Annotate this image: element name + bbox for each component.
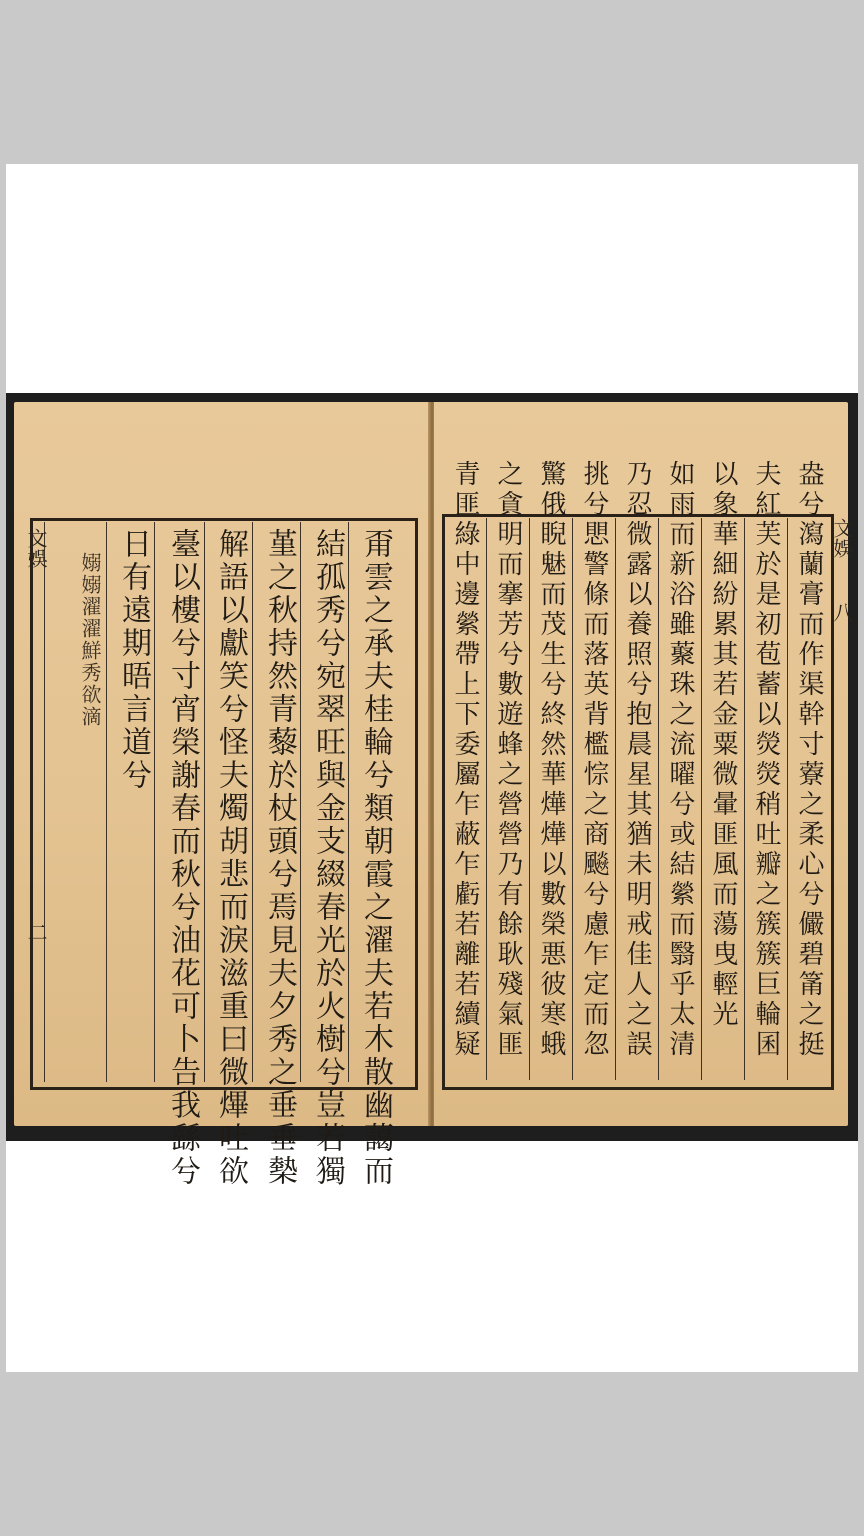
right-margin-page-number: 八	[830, 602, 854, 622]
right-page	[434, 402, 854, 1126]
column-rule	[572, 518, 573, 1080]
column-rule	[658, 518, 659, 1080]
right-text-column-7: 驚俄睨魅而茂生兮終然華燁燁以數榮悪彼寒蛾	[536, 460, 566, 1060]
right-text-column-6: 挑兮愳警條而落英背檻悰之商飈兮慮乍定而忽	[579, 460, 609, 1060]
right-text-column-9: 青匪綠中邊縈帶上下委屬乍蔽乍虧若離若續疑	[450, 460, 480, 1060]
left-page-margin-rule	[44, 522, 45, 1082]
column-rule	[252, 522, 253, 1082]
column-rule	[154, 522, 155, 1082]
right-text-column-4: 如雨而新浴雖藂珠之流曜兮或結縈而翳乎太清	[665, 460, 695, 1060]
left-text-column-2: 結孤秀兮宛翠旺與金支綴春光於火樹兮豈若獨	[310, 528, 345, 1188]
column-rule	[486, 518, 487, 1080]
left-note-column: 嫋嫋濯濯鮮秀欲滴	[78, 552, 102, 728]
left-margin-title: 文娛	[24, 528, 48, 568]
right-text-column-1: 盎兮瀉蘭膏而作渠幹寸藔之柔心兮儼碧筩之挺	[794, 460, 824, 1060]
left-text-column-3: 堇之秋持然青藜於杖頭兮焉見夫夕秀之垂垂槷	[262, 528, 297, 1188]
column-rule	[744, 518, 745, 1080]
column-rule	[300, 522, 301, 1082]
right-text-column-3: 以象華細紛累其若金粟微暈匪風而蕩曳輕光	[708, 460, 738, 1030]
left-text-column-4: 解語以獻笑兮怪夫燭胡悲而淚滋重曰微熚吐欲	[213, 528, 248, 1188]
right-text-column-5: 乃忍微露以養照兮抱晨星其猶未明戒佳人之誤	[622, 460, 652, 1060]
book-spread-photo	[6, 393, 858, 1188]
column-rule	[615, 518, 616, 1080]
left-text-column-1: 甭雲之承夫桂輪兮類朝霞之濯夫若木散幽藹而	[358, 528, 393, 1188]
left-text-column-6: 日有遠期晤言道兮	[116, 528, 151, 792]
column-rule	[529, 518, 530, 1080]
left-page	[14, 402, 430, 1188]
column-rule	[787, 518, 788, 1080]
right-text-column-8: 之貪明而搴芳兮數遊蜂之營營乃有餘耿殘氣匪	[493, 460, 523, 1060]
right-text-column-2: 夫紅芙於是初苞蓄以熒熒稍吐瓣之簇簇巨輪囷	[751, 460, 781, 1060]
column-rule	[701, 518, 702, 1080]
left-text-column-5: 臺以樓兮寸宵榮謝春而秋兮油花可卜告我繇兮	[165, 528, 200, 1188]
right-margin-title: 文娛	[830, 518, 854, 558]
column-rule	[204, 522, 205, 1082]
left-margin-page-number: 二	[24, 922, 48, 942]
column-rule	[348, 522, 349, 1082]
